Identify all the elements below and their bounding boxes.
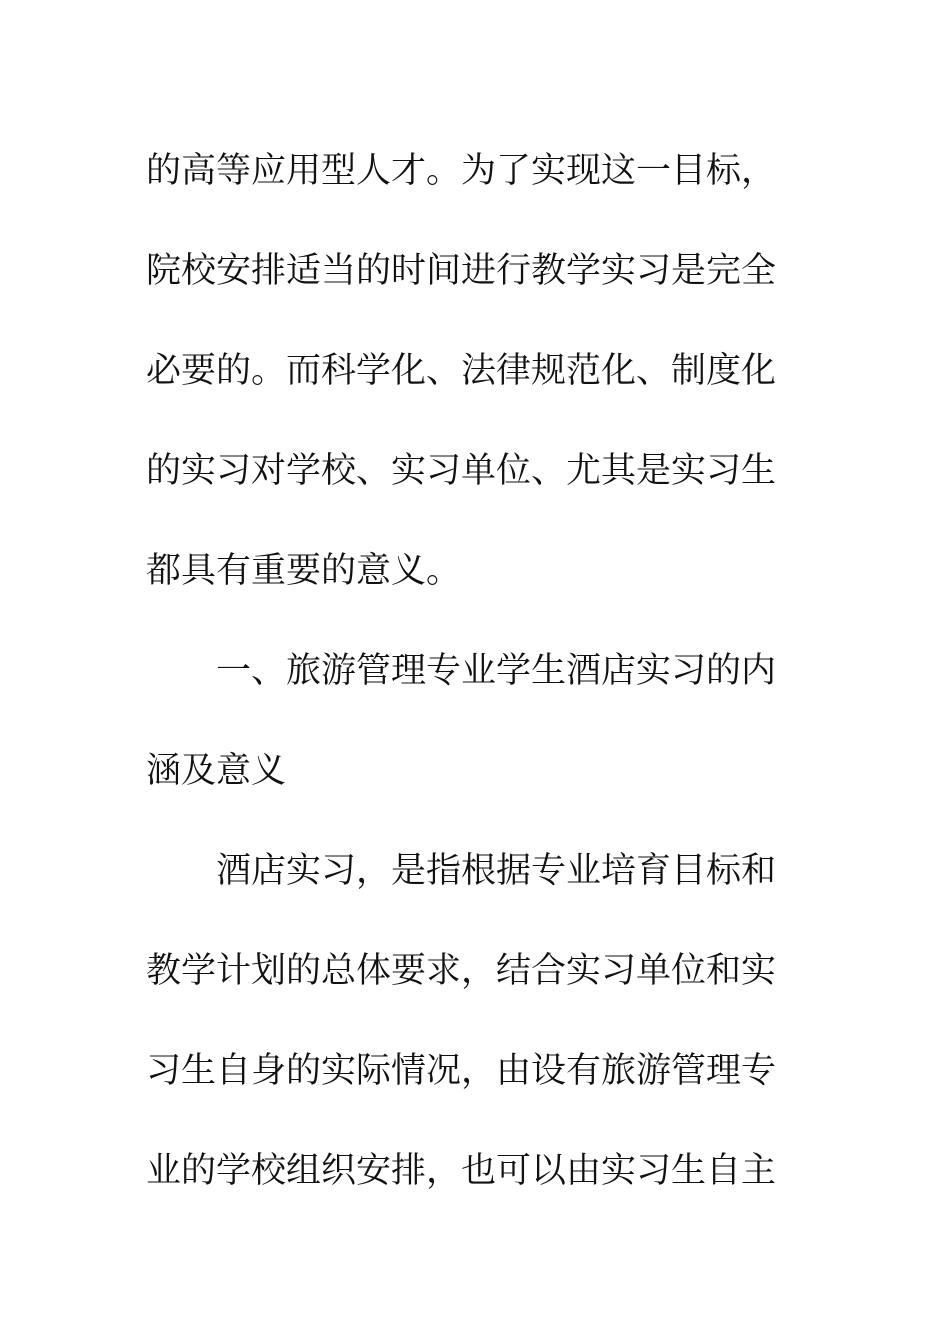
paragraph-1-line-4: 的实习对学校、实习单位、尤其是实习生 — [146, 451, 777, 491]
paragraph-2-line-3: 习生自身的实际情况，由设有旅游管理专 — [146, 1051, 777, 1091]
document-body — [146, 121, 786, 1221]
section-heading-line-2: 涵及意义 — [146, 751, 287, 791]
paragraph-1-line-5: 都具有重要的意义。 — [146, 551, 462, 591]
paragraph-2-line-1: 酒店实习，是指根据专业培育目标和 — [216, 851, 777, 891]
paragraph-2-line-2: 教学计划的总体要求，结合实习单位和实 — [146, 951, 777, 991]
section-heading-line-1: 一、旅游管理专业学生酒店实习的内 — [216, 651, 777, 691]
paragraph-2-line-4: 业的学校组织安排，也可以由实习生自主 — [146, 1151, 777, 1191]
paragraph-1-line-1: 的高等应用型人才。为了实现这一目标， — [146, 151, 777, 191]
paragraph-1-line-3: 必要的。而科学化、法律规范化、制度化 — [146, 351, 777, 391]
paragraph-1-line-2: 院校安排适当的时间进行教学实习是完全 — [146, 251, 777, 291]
